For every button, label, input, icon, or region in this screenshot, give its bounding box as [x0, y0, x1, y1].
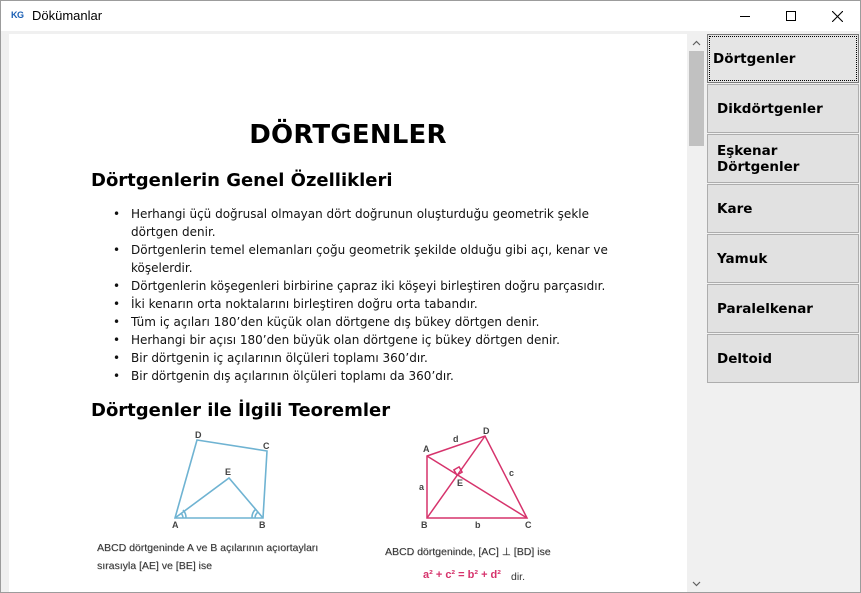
vertex-label-d: D: [195, 430, 202, 440]
scroll-up-button[interactable]: [687, 34, 706, 51]
figure2-equation: a² + c² = b² + d²: [423, 569, 501, 581]
app-logo-icon: KG: [11, 10, 24, 20]
sidebar-item-dortgenler[interactable]: Dörtgenler: [707, 34, 859, 83]
maximize-button[interactable]: [768, 1, 814, 31]
list-item: • Dörtgenlerin temel elemanları çoğu geometrik şekilde olduğu gibi açı, kenar ve köşelerdir.: [91, 241, 611, 277]
figure1-caption-line1: ABCD dörtgeninde A ve B açılarının açıortayları: [97, 542, 319, 554]
close-icon: [832, 11, 843, 22]
vertex-label-c: C: [525, 520, 532, 530]
sidebar-item-paralelkenar[interactable]: Paralelkenar: [707, 284, 859, 333]
sidebar-item-yamuk[interactable]: Yamuk: [707, 234, 859, 283]
properties-list: [91, 205, 611, 385]
vertex-label-a: A: [423, 444, 430, 454]
document-viewer[interactable]: [9, 34, 687, 592]
perpendicular-diagonals-figure: [413, 426, 543, 532]
chevron-down-icon: [692, 581, 701, 587]
vertex-label-d: D: [483, 426, 490, 436]
scrollbar-thumb[interactable]: [689, 51, 704, 146]
vertex-label-b: B: [259, 520, 266, 530]
list-item: • Herhangi üçü doğrusal olmayan dört doğrunun oluşturduğu geometrik şekle dörtgen denir.: [91, 205, 611, 241]
window-title: Dökümanlar: [32, 8, 103, 23]
sidebar-item-dikdortgenler[interactable]: Dikdörtgenler: [707, 84, 859, 133]
sidebar-item-eskenar-dortgenler[interactable]: Eşkenar Dörtgenler: [707, 134, 859, 183]
maximize-icon: [786, 11, 796, 21]
vertex-label-c: C: [263, 441, 270, 451]
list-item: • Tüm iç açıları 180’den küçük olan dörtgene dış bükey dörtgen denir.: [91, 313, 611, 331]
vertex-label-a: A: [172, 520, 179, 530]
section-heading-theorems: Dörtgenler ile İlgili Teoremler: [91, 400, 391, 421]
figure2-equation-suffix: dir.: [511, 571, 526, 583]
side-label-d: d: [453, 434, 459, 444]
vertex-label-e: E: [457, 478, 464, 488]
angle-bisector-figure: [159, 430, 289, 530]
sidebar-item-kare[interactable]: Kare: [707, 184, 859, 233]
list-item: • Bir dörtgenin dış açılarının ölçüleri toplamı da 360’dır.: [91, 367, 611, 385]
section-heading-general-properties: Dörtgenlerin Genel Özellikleri: [91, 170, 393, 191]
title-bar[interactable]: [1, 1, 860, 31]
side-label-c: c: [509, 468, 515, 478]
scroll-down-button[interactable]: [687, 575, 706, 592]
minimize-icon: [740, 11, 750, 21]
minimize-button[interactable]: [722, 1, 768, 31]
close-button[interactable]: [814, 1, 860, 31]
list-item: • Bir dörtgenin iç açılarının ölçüleri toplamı 360’dır.: [91, 349, 611, 367]
vertex-label-e: E: [225, 467, 232, 477]
side-label-a: a: [419, 482, 425, 492]
list-item: • Herhangi bir açısı 180’den büyük olan dörtgene iç bükey dörtgen denir.: [91, 331, 611, 349]
sidebar-item-deltoid[interactable]: Deltoid: [707, 334, 859, 383]
side-label-b: b: [475, 520, 481, 530]
topic-sidebar: [707, 34, 860, 592]
figure2-caption: ABCD dörtgeninde, [AC] ⊥ [BD] ise: [385, 546, 551, 558]
vertical-scrollbar[interactable]: [687, 34, 706, 592]
list-item: • Dörtgenlerin köşegenleri birbirine çapraz iki köşeyi birleştiren doğru parçasıdır.: [91, 277, 611, 295]
vertex-label-b: B: [421, 520, 428, 530]
chevron-up-icon: [692, 40, 701, 46]
list-item: • İki kenarın orta noktalarını birleştiren doğru orta tabandır.: [91, 295, 611, 313]
document-title: DÖRTGENLER: [249, 120, 447, 150]
figure1-caption-line2: sırasıyla [AE] ve [BE] ise: [97, 560, 212, 572]
